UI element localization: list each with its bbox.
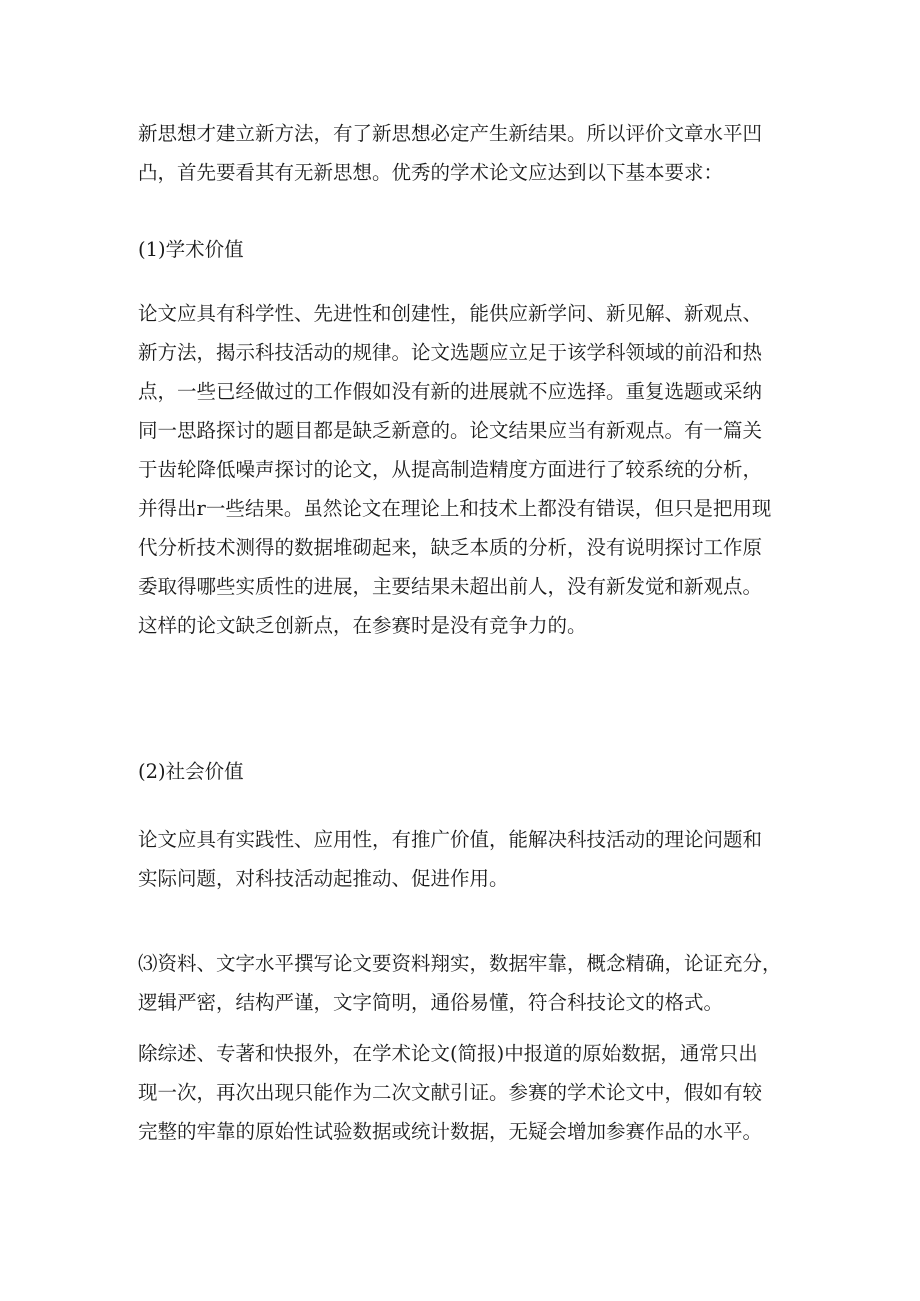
text-line: 实际问题，对科技活动起推动、促进作用。 (138, 867, 509, 890)
paragraph-social-value (138, 820, 798, 898)
heading-social-value (138, 752, 798, 791)
text-line: 于齿轮降低噪声探讨的论文，从提高制造精度方面进行了较系统的分析， (138, 458, 763, 481)
text-line: 新方法，揭示科技活动的规律。论文选题应立足于该学科领域的前沿和热 (138, 341, 763, 364)
text-line: 凸，首先要看其有无新思想。优秀的学术论文应达到以下基本要求： (138, 161, 724, 184)
text-line: (2)社会价值 (138, 760, 244, 783)
text-line: 论文应具有科学性、先进性和创建性，能供应新学问、新见解、新观点、 (138, 302, 763, 325)
heading-academic-value (138, 230, 798, 269)
text-line: 这样的论文缺乏创新点，在参赛时是没有竞争力的。 (138, 614, 587, 637)
paragraph-materials-writing (138, 944, 798, 1022)
text-line: 委取得哪些实质性的进展，主要结果未超出前人，没有新发觉和新观点。 (138, 575, 763, 598)
paragraph-original-data (138, 1034, 798, 1151)
paragraph-academic-value (138, 294, 798, 645)
text-line: 同一思路探讨的题目都是缺乏新意的。论文结果应当有新观点。有一篇关 (138, 419, 763, 442)
text-line: 现一次，再次出现只能作为二次文献引证。参赛的学术论文中，假如有较 (138, 1081, 763, 1104)
text-line: 并得出r一些结果。虽然论文在理论上和技术上都没有错误，但只是把用现 (138, 497, 772, 520)
text-line: 新思想才建立新方法，有了新思想必定产生新结果。所以评价文章水平凹 (138, 122, 763, 145)
text-line: 除综述、专著和快报外，在学术论文(简报)中报道的原始数据，通常只出 (138, 1042, 758, 1065)
text-line: 论文应具有实践性、应用性，有推广价值，能解决科技活动的理论问题和 (138, 828, 763, 851)
text-line: 代分析技术测得的数据堆砌起来，缺乏本质的分析，没有说明探讨工作原 (138, 536, 763, 559)
text-line: ⑶资料、文字水平撰写论文要资料翔实，数据牢靠，概念精确，论证充分， (138, 952, 782, 975)
text-line: 完整的牢靠的原始性试验数据或统计数据，无疑会增加参赛作品的水平。 (138, 1120, 763, 1143)
paragraph-intro (138, 114, 798, 192)
text-line: (1)学术价值 (138, 238, 244, 261)
text-line: 点，一些已经做过的工作假如没有新的进展就不应选择。重复选题或采纳 (138, 380, 763, 403)
text-line: 逻辑严密，结构严谨，文字简明，通俗易懂，符合科技论文的格式。 (138, 991, 724, 1014)
